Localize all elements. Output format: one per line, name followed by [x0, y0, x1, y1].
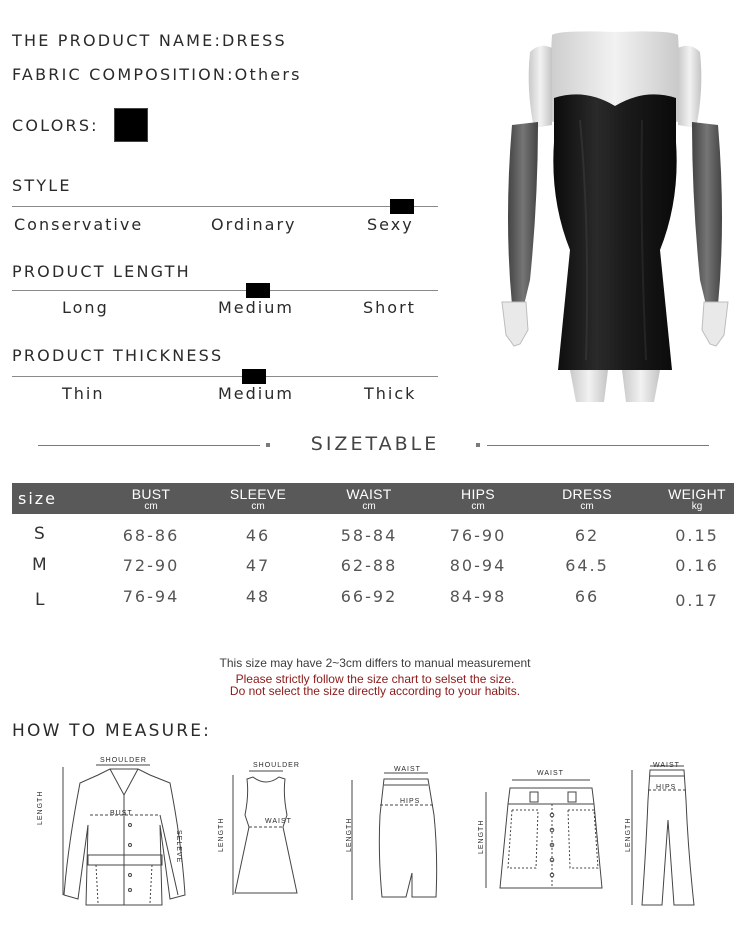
column-unit: kg	[691, 501, 703, 512]
length-title: PRODUCT LENGTH	[12, 262, 191, 281]
skirt-hips-label: HIPS	[400, 798, 421, 805]
jacket-length-label: LENGTH	[37, 790, 44, 825]
pants-measure-diagram	[622, 760, 702, 910]
column-unit: cm	[251, 501, 265, 512]
table-cell: 58-84	[340, 526, 398, 545]
style-title: STYLE	[12, 176, 72, 195]
size-row-label-m: M	[32, 555, 47, 575]
measurement-note: This size may have 2~3cm differs to manual measurement	[219, 656, 531, 670]
skirt-waist-label: WAIST	[394, 766, 421, 773]
style-option-sexy: Sexy	[367, 215, 414, 234]
table-cell: 76-94	[122, 587, 180, 606]
column-name: SLEEVE	[229, 486, 287, 502]
thickness-option-thick: Thick	[364, 384, 417, 403]
color-swatch-black[interactable]	[114, 108, 148, 142]
length-option-short: Short	[363, 298, 416, 317]
dress-shoulder-label: SHOULDER	[253, 762, 300, 769]
thickness-title: PRODUCT THICKNESS	[12, 346, 224, 365]
table-cell: 48	[245, 587, 271, 606]
table-cell: 0.17	[675, 591, 719, 610]
table-cell: 66-92	[340, 587, 398, 606]
table-cell: 47	[245, 556, 271, 575]
column-name: BUST	[131, 486, 171, 502]
thickness-option-thin: Thin	[62, 384, 105, 403]
column-name: WEIGHT	[668, 486, 726, 502]
table-cell: 84-98	[449, 587, 507, 606]
column-header-waist	[314, 487, 424, 512]
table-cell: 0.16	[675, 556, 719, 575]
size-row-label-l: L	[35, 590, 45, 610]
table-cell: 68-86	[122, 526, 180, 545]
size-row-label-s: S	[34, 524, 45, 544]
size-warning-line-2: Do not select the size directly according to your habits.	[229, 684, 521, 698]
table-cell: 62	[574, 526, 600, 545]
size-column-header: size	[18, 489, 58, 508]
column-header-hips	[423, 487, 533, 512]
mini-skirt-measure-diagram	[478, 770, 613, 895]
dress-measure-diagram	[225, 765, 305, 900]
jacket-sleeve-label: SELEVE	[175, 830, 182, 864]
skirt-length-label: LENGTH	[346, 817, 353, 852]
length-option-long: Long	[62, 298, 109, 317]
thickness-selected-marker	[242, 369, 266, 384]
skirt-measure-diagram	[340, 765, 440, 905]
table-cell: 64.5	[565, 556, 609, 575]
style-option-conservative: Conservative	[14, 215, 144, 234]
thickness-option-medium: Medium	[218, 384, 294, 403]
jacket-bust-label: BUST	[110, 810, 133, 817]
product-photo	[490, 30, 740, 405]
style-selected-marker	[390, 199, 414, 214]
column-header-sleeve	[203, 487, 313, 512]
style-scale-line	[12, 206, 438, 207]
sizetable-dot-right	[476, 443, 480, 447]
sizetable-title: SIZETABLE	[310, 433, 440, 455]
table-cell: 76-90	[449, 526, 507, 545]
dress-length-label: LENGTH	[218, 817, 225, 852]
column-unit: cm	[362, 501, 376, 512]
fabric-composition-label: FABRIC COMPOSITION:Others	[12, 65, 302, 84]
table-cell: 46	[245, 526, 271, 545]
column-header-dress	[532, 487, 642, 512]
mini-skirt-length-label: LENGTH	[478, 819, 485, 854]
column-name: WAIST	[346, 486, 392, 502]
column-name: DRESS	[562, 486, 612, 502]
how-to-measure-title: HOW TO MEASURE:	[12, 721, 212, 741]
table-cell: 80-94	[449, 556, 507, 575]
table-cell: 72-90	[122, 556, 180, 575]
column-unit: cm	[580, 501, 594, 512]
length-scale-line	[12, 290, 438, 291]
style-option-ordinary: Ordinary	[211, 215, 297, 234]
product-name-label: THE PRODUCT NAME:DRESS	[12, 31, 287, 50]
jacket-shoulder-label: SHOULDER	[100, 757, 147, 764]
length-option-medium: Medium	[218, 298, 294, 317]
table-cell: 66	[574, 587, 600, 606]
table-cell: 62-88	[340, 556, 398, 575]
column-header-weight	[642, 487, 750, 512]
column-unit: cm	[471, 501, 485, 512]
sizetable-rule-right	[487, 445, 709, 446]
pants-hips-label: HIPS	[656, 784, 677, 791]
column-header-bust	[96, 487, 206, 512]
length-selected-marker	[246, 283, 270, 298]
dress-waist-label: WAIST	[265, 818, 292, 825]
column-name: HIPS	[461, 486, 495, 502]
table-cell: 0.15	[675, 526, 719, 545]
size-warning-line-1: Please strictly follow the size chart to selset the size.	[235, 672, 515, 686]
column-unit: cm	[144, 501, 158, 512]
thickness-scale-line	[12, 376, 438, 377]
pants-waist-label: WAIST	[653, 762, 680, 769]
pants-length-label: LENGTH	[625, 817, 632, 852]
mini-skirt-waist-label: WAIST	[537, 770, 564, 777]
colors-label: COLORS:	[12, 116, 99, 135]
